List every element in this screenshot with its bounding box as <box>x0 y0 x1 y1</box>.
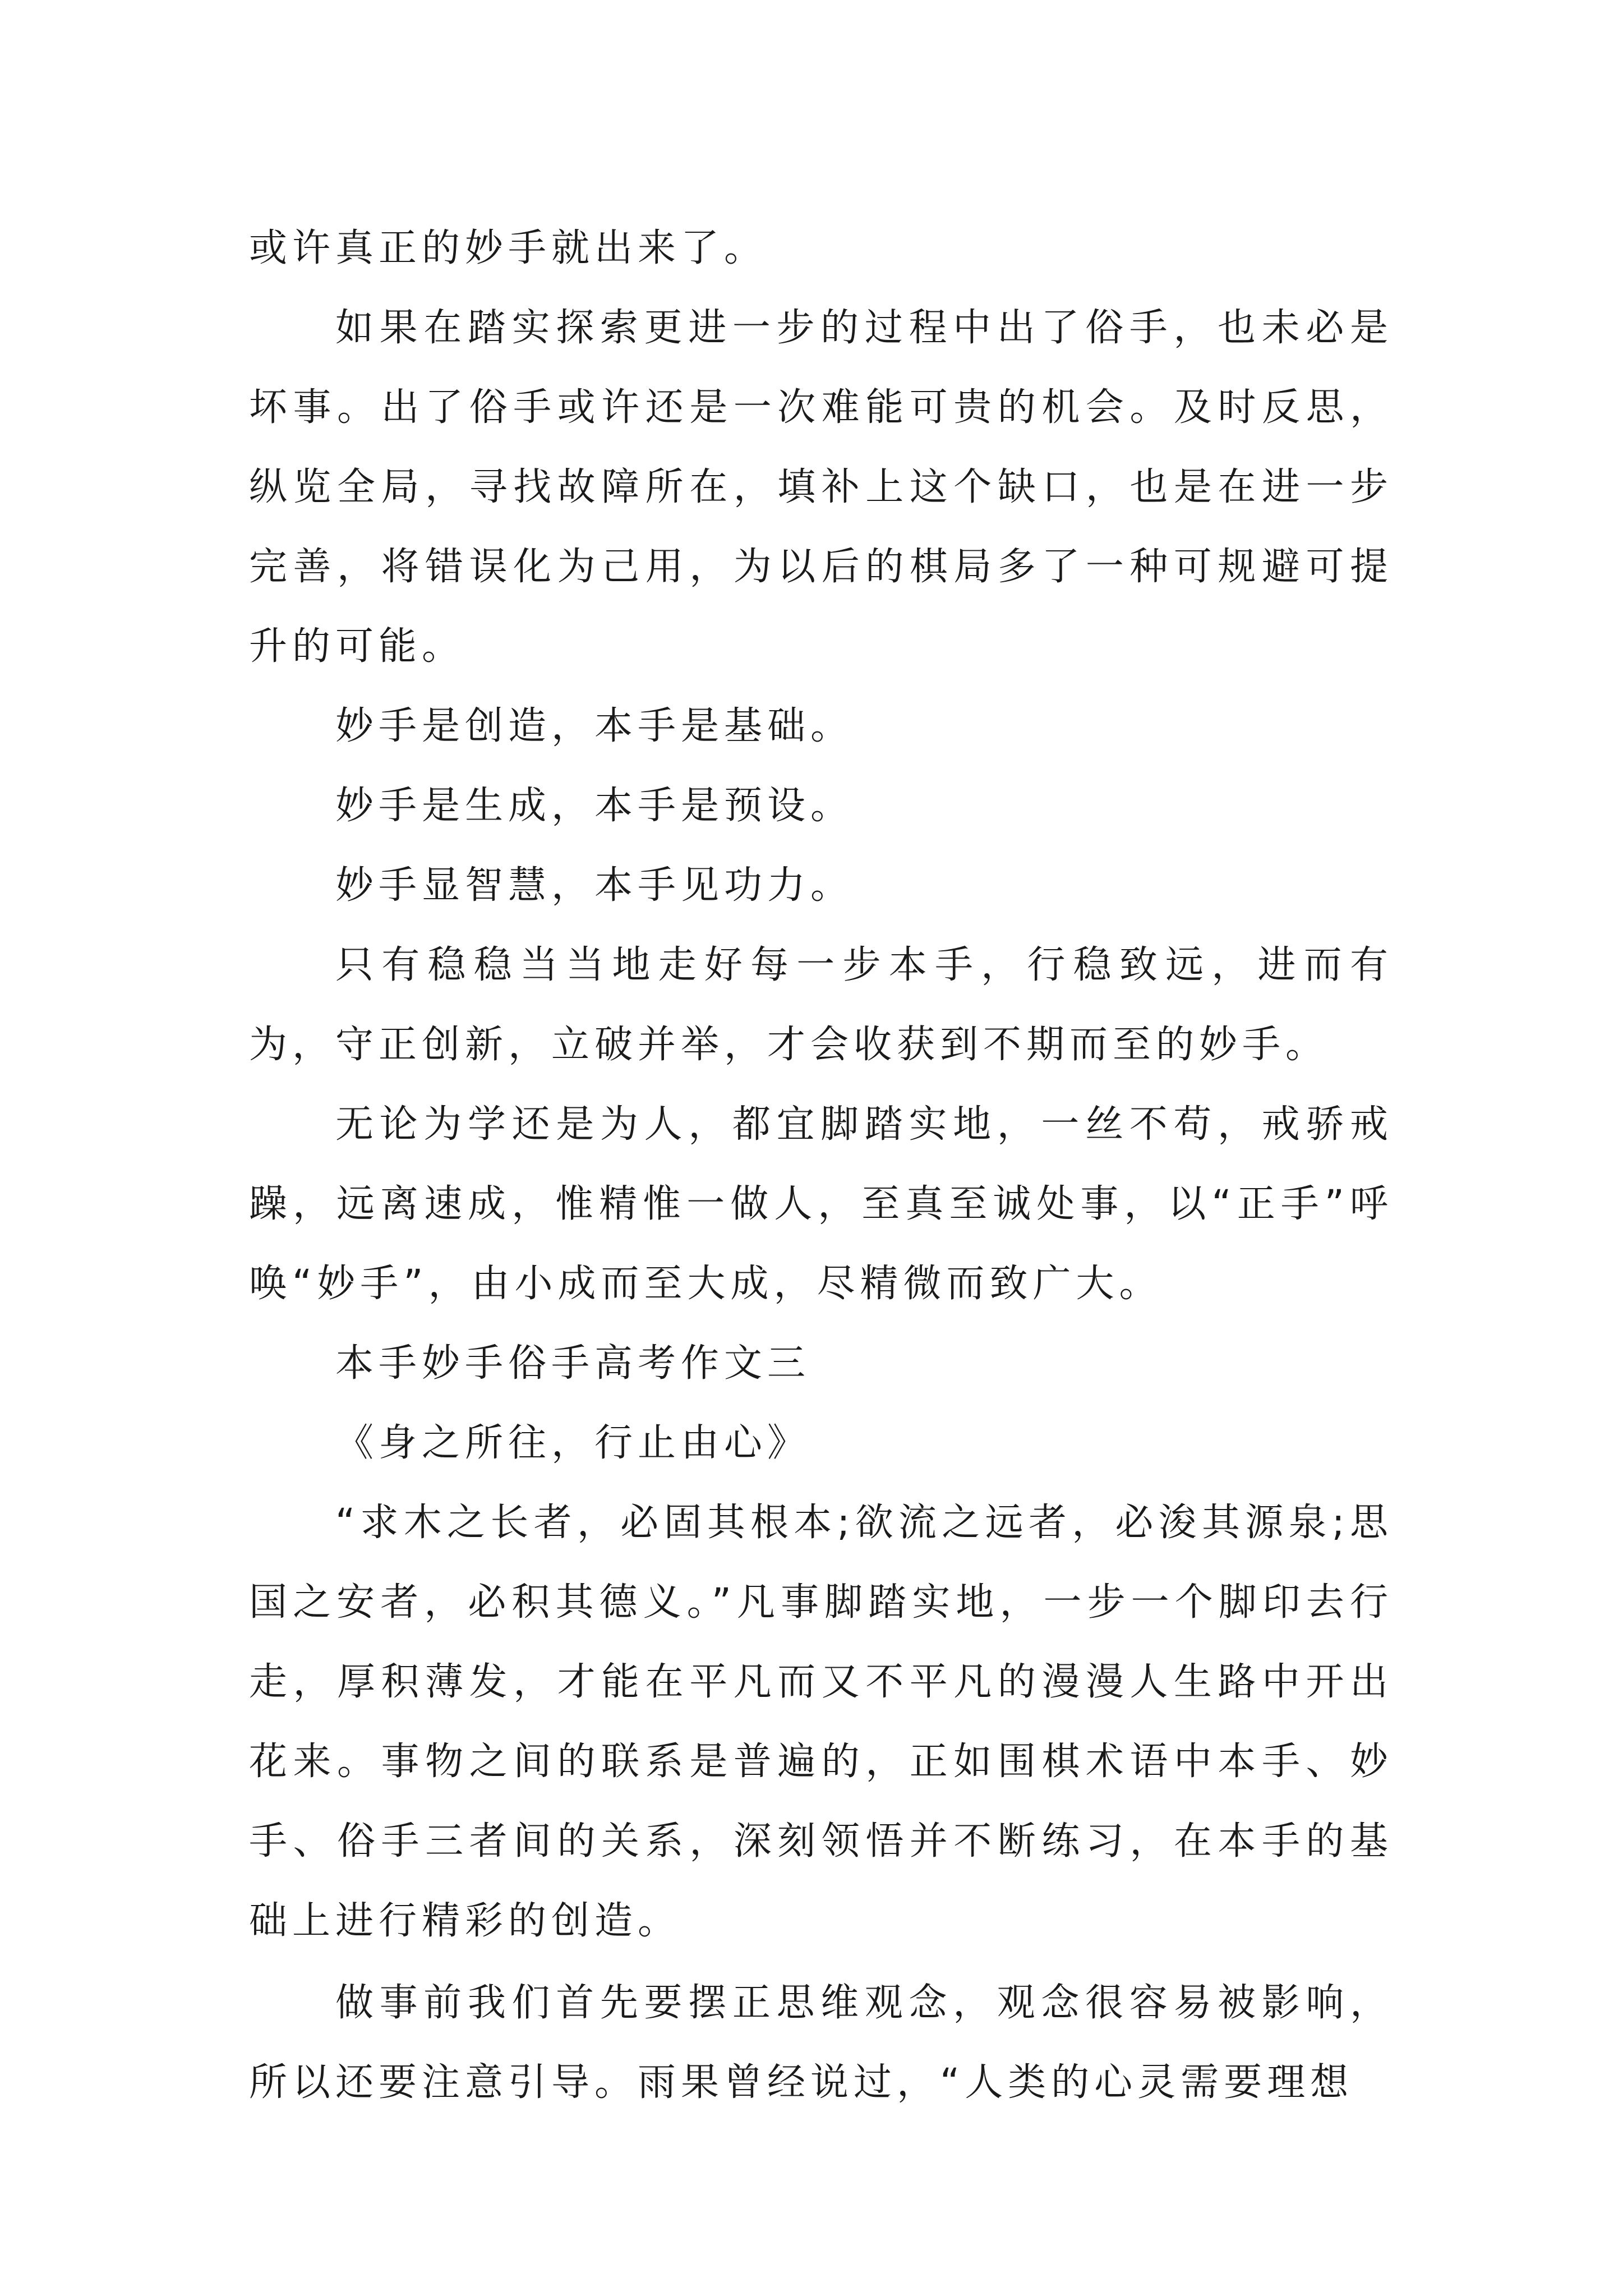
paragraph: 只有稳稳当当地走好每一步本手，行稳致远，进而有为，守正创新，立破并举，才会收获到不期而至的妙手。 <box>249 943 1393 1067</box>
paragraph-continuation: 或许真正的妙手就出来了。 <box>249 226 768 270</box>
paragraph: 做事前我们首先要摆正思维观念，观念很容易被影响，所以还要注意引导。雨果曾经说过，“人类的心灵需要理想 <box>249 1981 1393 2105</box>
paragraph: “求木之长者，必固其根本;欲流之远者，必浚其源泉;思国之安者，必积其德义。”凡事脚踏实地，一步一个脚印去行走，厚积薄发，才能在平凡而又不平凡的漫漫人生路中开出花来。事物之间的联系是普遍的，正如围棋术语中本手、妙手、俗手三者间的关系，深刻领悟并不断练习，在本手的基础上进行精彩的创造。 <box>249 1501 1393 1943</box>
paragraph: 妙手是生成，本手是预设。 <box>335 784 854 828</box>
essay-title: 《身之所往，行止由心》 <box>335 1421 811 1465</box>
document-body <box>249 209 1393 2123</box>
paragraph: 妙手显智慧，本手见功力。 <box>335 863 854 908</box>
paragraph: 如果在踏实探索更进一步的过程中出了俗手，也未必是坏事。出了俗手或许还是一次难能可贵的机会。及时反思，纵览全局，寻找故障所在，填补上这个缺口，也是在进一步完善，将错误化为己用，为以后的棋局多了一种可规避可提升的可能。 <box>249 306 1393 669</box>
paragraph: 无论为学还是为人，都宜脚踏实地，一丝不苟，戒骄戒躁，远离速成，惟精惟一做人，至真至诚处事，以“正手”呼唤“妙手”，由小成而至大成，尽精微而致广大。 <box>249 1102 1393 1306</box>
paragraph: 妙手是创造，本手是基础。 <box>335 704 854 748</box>
section-heading: 本手妙手俗手高考作文三 <box>335 1341 811 1386</box>
